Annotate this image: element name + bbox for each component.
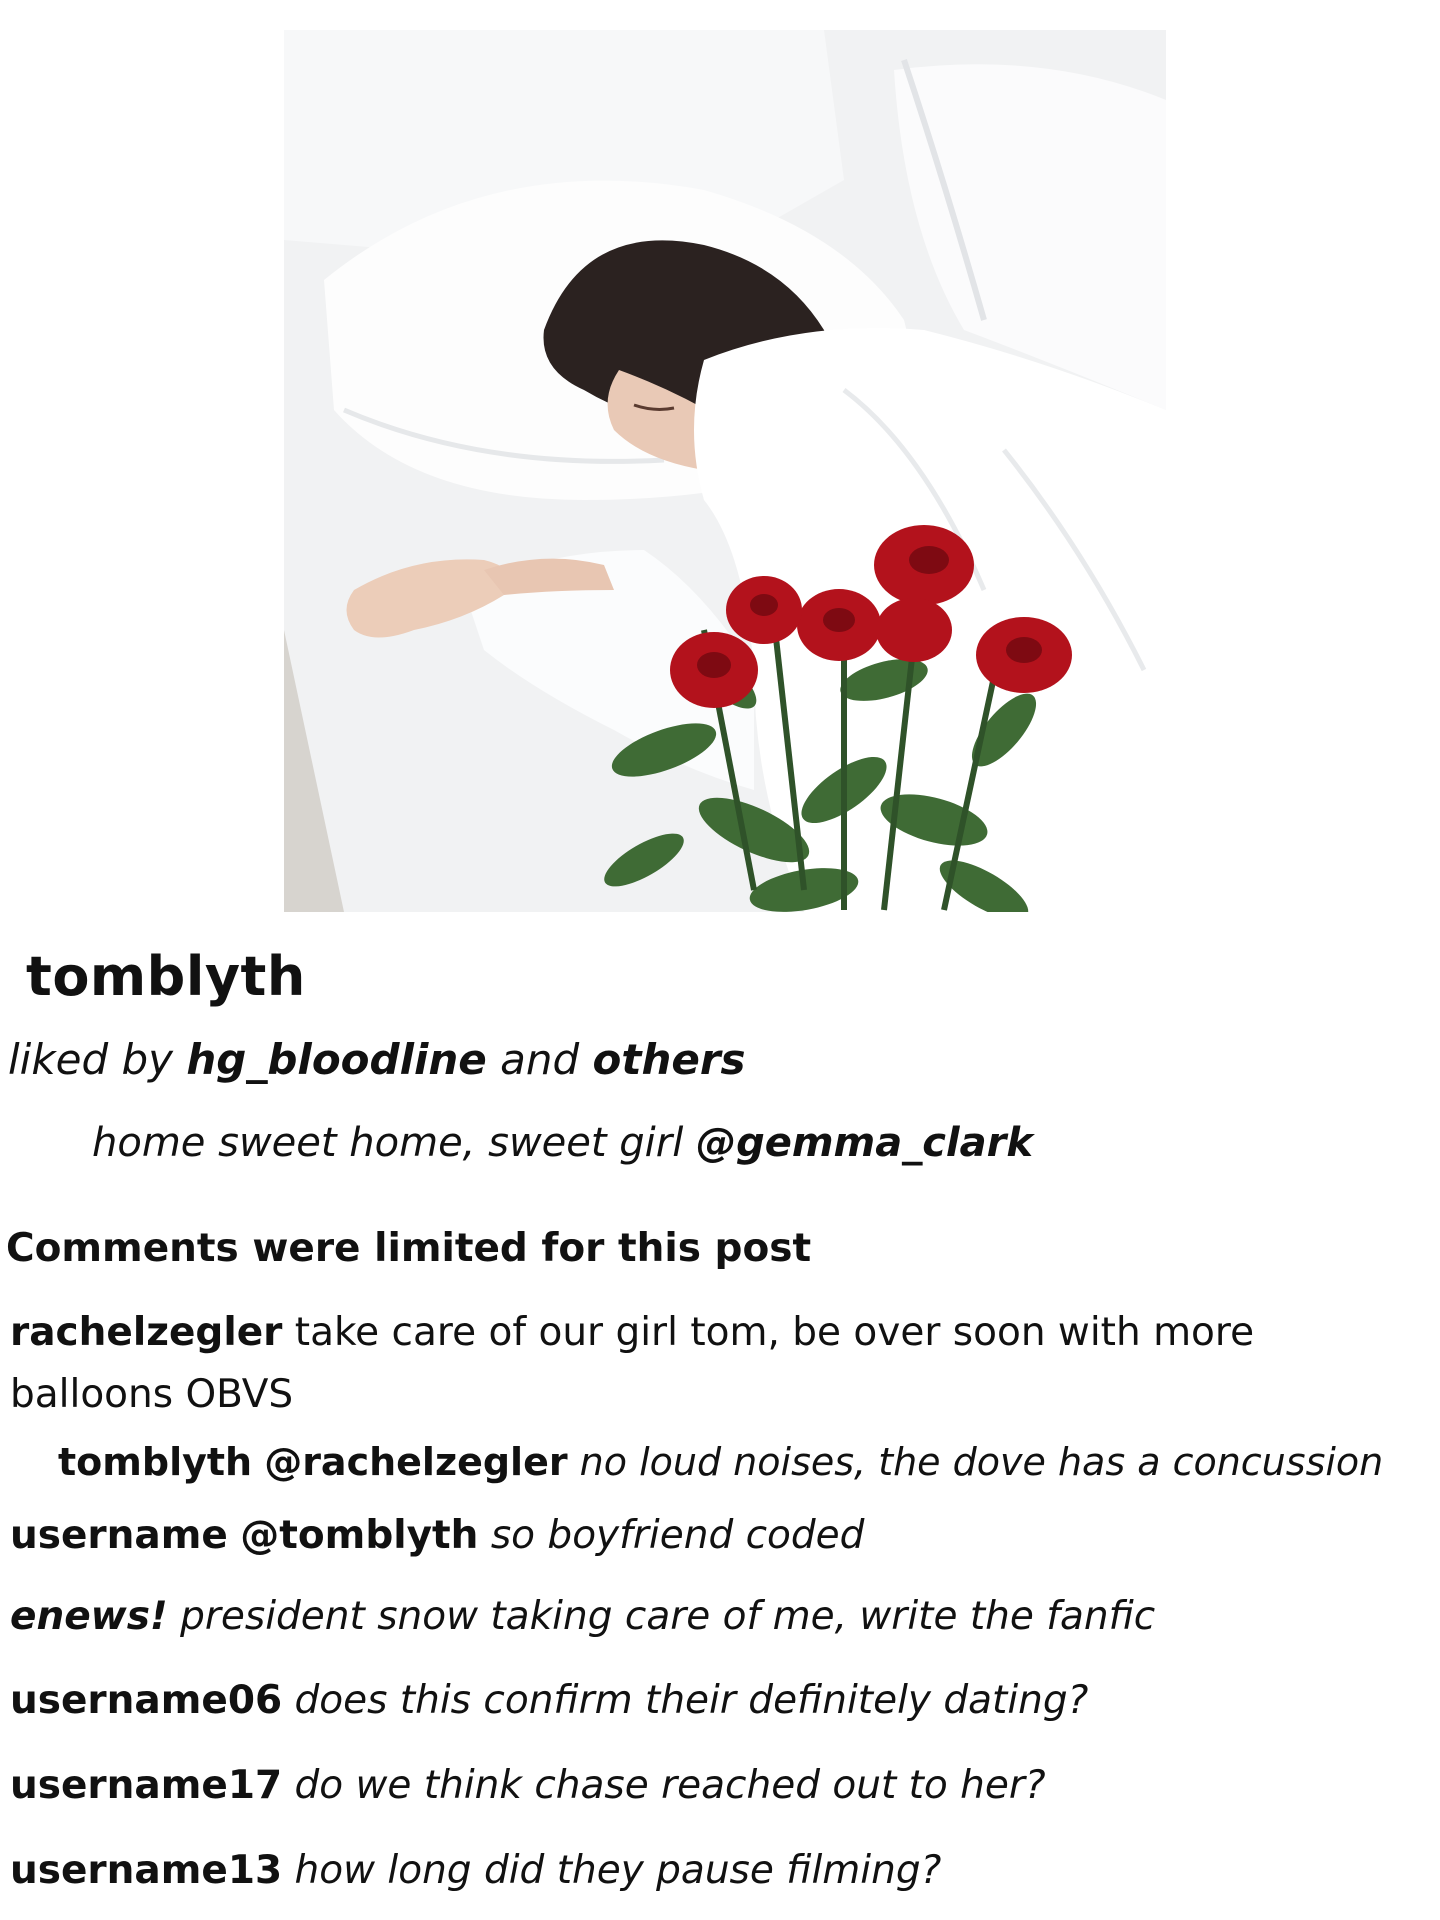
- comment-text: how long did they pause filming?: [294, 1848, 942, 1893]
- likes-user-link[interactable]: hg_bloodline: [186, 1035, 487, 1084]
- comment-item: [10, 1763, 1046, 1808]
- post-caption: [92, 1120, 1033, 1166]
- comment-text: so boyfriend coded: [490, 1513, 865, 1558]
- caption-text: home sweet home, sweet girl: [92, 1120, 684, 1166]
- comment-reply: [58, 1440, 1383, 1484]
- caption-mention-link[interactable]: @gemma_clark: [696, 1120, 1033, 1166]
- comment-item: [10, 1594, 1155, 1639]
- comment-text: president snow taking care of me, write the fanfic: [180, 1594, 1156, 1639]
- comment-item: [10, 1513, 864, 1558]
- comment-username[interactable]: username17: [10, 1763, 283, 1808]
- comment-mention-link[interactable]: @rachelzegler: [264, 1440, 568, 1484]
- likes-prefix: liked by: [8, 1035, 174, 1084]
- comment-username[interactable]: enews!: [10, 1594, 168, 1639]
- comment-text-continued: [10, 1372, 293, 1417]
- comment-username[interactable]: username13: [10, 1848, 283, 1893]
- post-image-illustration: [284, 30, 1166, 912]
- likes-line: [8, 1035, 746, 1084]
- comment-username[interactable]: rachelzegler: [10, 1310, 283, 1355]
- comment-username[interactable]: tomblyth: [58, 1440, 253, 1484]
- comment-item: [10, 1310, 1254, 1355]
- comments-limited-notice: Comments were limited for this post: [6, 1226, 812, 1271]
- comment-mention-link[interactable]: @tomblyth: [240, 1513, 479, 1558]
- likes-others-link[interactable]: others: [592, 1035, 746, 1084]
- comment-text: does this confirm their definitely dating?: [294, 1678, 1089, 1723]
- comment-text: no loud noises, the dove has a concussion: [579, 1440, 1384, 1484]
- comment-text: take care of our girl tom, be over soon with more: [294, 1310, 1255, 1355]
- likes-middle: and: [500, 1035, 580, 1084]
- comment-text: do we think chase reached out to her?: [294, 1763, 1046, 1808]
- comment-item: [10, 1678, 1088, 1723]
- comment-username[interactable]: username06: [10, 1678, 283, 1723]
- comment-username[interactable]: username: [10, 1513, 228, 1558]
- post-image[interactable]: [284, 30, 1166, 912]
- comment-item: [10, 1848, 941, 1893]
- post-author[interactable]: tomblyth: [26, 945, 306, 1008]
- comment-text: balloons OBVS: [10, 1372, 294, 1417]
